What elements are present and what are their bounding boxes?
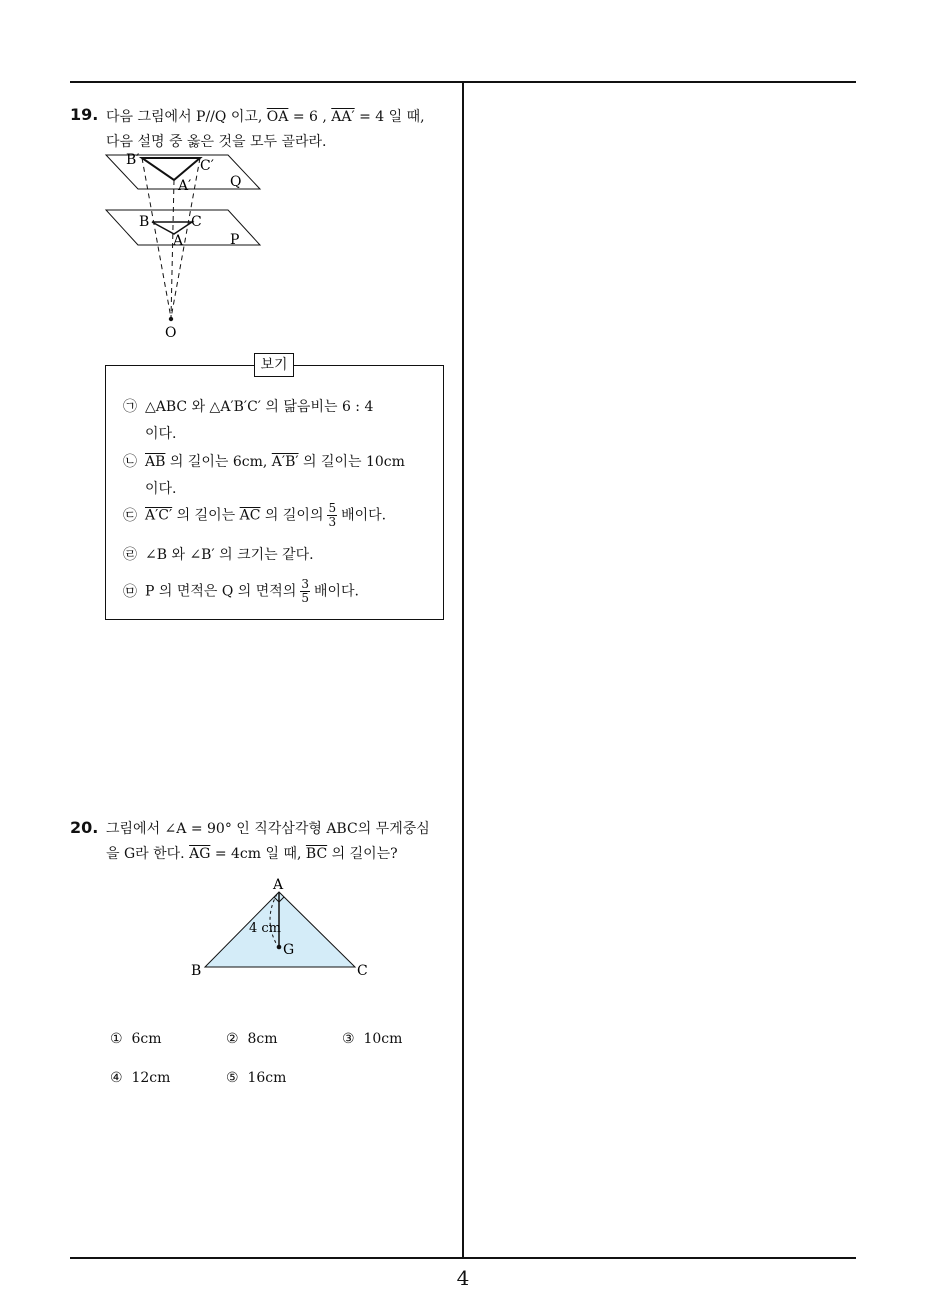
statement-marker: ㉣ — [123, 547, 137, 563]
fraction-numerator: 5 — [328, 501, 337, 515]
label-c-prime: C′ — [200, 158, 214, 174]
choice-5[interactable] — [226, 1070, 286, 1086]
q20-text-b: = 4cm 일 때, — [210, 846, 306, 862]
label-a: A — [273, 877, 284, 893]
dashed-line-a — [171, 180, 174, 318]
statement-text: ∠B 와 ∠B′ 의 크기는 같다. — [145, 547, 314, 563]
question-20-line-2 — [106, 847, 398, 861]
bogi-label: 보기 — [254, 353, 294, 377]
label-g: G — [283, 942, 295, 958]
fraction-denominator: 3 — [328, 515, 337, 529]
choice-1[interactable] — [110, 1031, 162, 1047]
label-c: C — [191, 214, 202, 230]
triangle-abc-prime — [142, 158, 200, 180]
question-20-number: 20. — [70, 818, 99, 837]
choice-marker: ① — [110, 1031, 123, 1047]
choice-value: 6cm — [131, 1031, 162, 1047]
statement-text: P 의 면적은 Q 의 면적의 — [145, 583, 297, 600]
q19-text-a: 다음 그림에서 P//Q 이고, — [106, 109, 267, 125]
segment-ab: $\overline{AB}$ — [145, 454, 166, 470]
q19-figure — [100, 150, 270, 345]
choice-marker: ⑤ — [226, 1070, 239, 1086]
segment-ag: $\overline{AG}$ — [189, 846, 211, 862]
statement-1 — [123, 400, 373, 414]
choice-value: 10cm — [363, 1031, 403, 1047]
statement-text: 의 길이의 — [260, 507, 324, 524]
label-q: Q — [230, 174, 242, 190]
fraction-numerator: 3 — [301, 577, 309, 591]
page-number: 4 — [456, 1266, 470, 1290]
label-p: P — [230, 232, 240, 248]
label-b: B — [139, 214, 150, 230]
label-a-prime: A′ — [178, 178, 192, 194]
column-divider — [462, 81, 464, 1259]
q20-figure — [185, 872, 385, 984]
statement-text: 의 길이는 — [172, 507, 240, 524]
segment-aa-prime: AA′ — [331, 109, 355, 125]
q19-text-b: = 6 , — [288, 109, 332, 125]
statement-3 — [123, 502, 386, 529]
label-b: B — [191, 963, 202, 979]
segment-ac-prime: A′C′ — [145, 507, 173, 524]
q19-text-c: = 4 일 때, — [354, 109, 425, 125]
statement-marker: ㉢ — [123, 507, 137, 524]
segment-oa: $\overline{OA}$ — [266, 109, 289, 125]
choice-value: 12cm — [131, 1070, 171, 1086]
statement-1-cont: 이다. — [145, 426, 177, 442]
statement-5 — [123, 578, 359, 605]
segment-ab-prime: A′B′ — [271, 454, 299, 470]
fraction-denominator: 5 — [301, 591, 309, 605]
statement-marker: ㉡ — [123, 454, 137, 470]
label-length: 4 cm — [249, 921, 282, 936]
choice-value: 16cm — [247, 1070, 287, 1086]
statement-text: 배이다. — [341, 507, 387, 524]
choice-value: 8cm — [247, 1031, 278, 1047]
label-b-prime: B′ — [126, 152, 140, 168]
statement-text: 의 길이는 6cm, — [165, 454, 272, 470]
question-19-line-2: 다음 설명 중 옳은 것을 모두 골라라. — [106, 134, 327, 150]
question-19-number: 19. — [70, 105, 99, 124]
statement-marker: ㉤ — [123, 583, 137, 600]
segment-ac: $\overline{AC}$ — [239, 507, 261, 524]
statement-text: △ABC 와 △A′B′C′ 의 닮음비는 6 : 4 — [145, 399, 374, 415]
centroid-g — [277, 945, 282, 950]
choice-marker: ③ — [342, 1031, 355, 1047]
statement-2-cont: 이다. — [145, 481, 177, 497]
question-20-line-1: 그림에서 ∠A = 90° 인 직각삼각형 ABC의 무게중심 — [106, 821, 430, 837]
dashed-line-b — [142, 158, 171, 318]
fraction-5-3 — [327, 502, 337, 529]
label-o: O — [165, 325, 177, 341]
choice-2[interactable] — [226, 1031, 278, 1047]
q20-text-c: 의 길이는? — [327, 846, 398, 862]
statement-text: 의 길이는 10cm — [298, 454, 405, 470]
segment-bc: $\overline{BC}$ — [305, 846, 328, 862]
footer-rule — [70, 1257, 856, 1259]
q20-text-a: 을 G라 한다. — [106, 846, 190, 862]
choice-3[interactable] — [342, 1031, 402, 1047]
statement-4 — [123, 548, 314, 562]
triangle-abc — [152, 222, 192, 234]
statement-marker: ㉠ — [123, 399, 137, 415]
fraction-3-5 — [300, 578, 310, 605]
label-a: A — [173, 233, 184, 249]
point-o — [169, 317, 173, 321]
statement-2 — [123, 455, 405, 469]
statement-text: 배이다. — [313, 583, 360, 600]
question-19-line-1 — [106, 110, 425, 124]
label-c: C — [357, 963, 368, 979]
choice-marker: ④ — [110, 1070, 123, 1086]
choice-4[interactable] — [110, 1070, 170, 1086]
choice-marker: ② — [226, 1031, 239, 1047]
